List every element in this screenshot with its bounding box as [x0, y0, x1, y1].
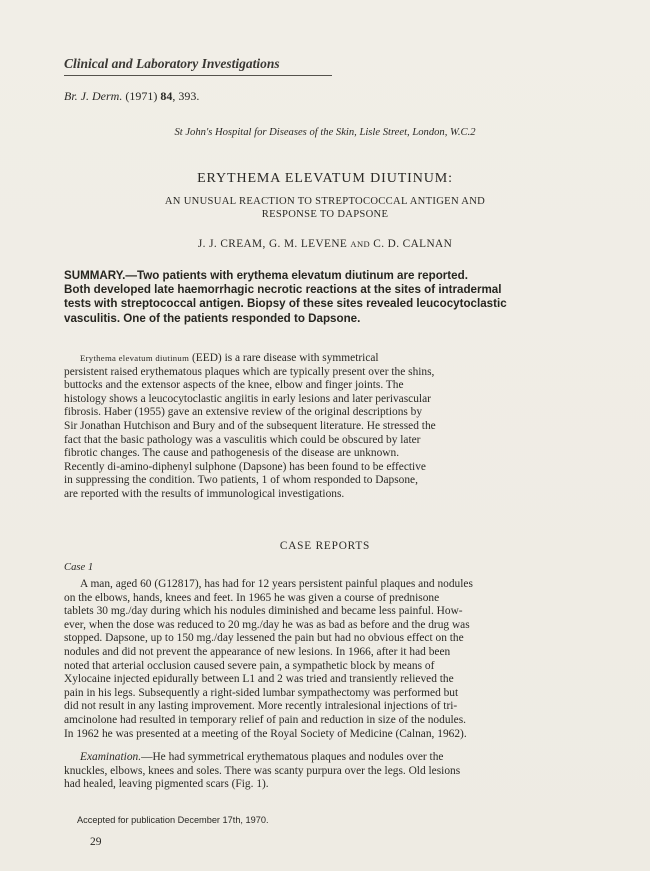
case-line: nodules and did not prevent the appearance of new lesions. In 1966, after it had been: [64, 645, 451, 658]
article-subtitle: [0, 196, 650, 221]
case-line: did not result in any lasting improvement. More recently intralesional injections of tri-: [64, 700, 458, 713]
examination-label: Examination.: [80, 751, 142, 763]
case-reports-heading: CASE REPORTS: [279, 540, 371, 552]
exam-line: had healed, leaving pigmented scars (Fig. 1).: [64, 778, 269, 791]
intro-line: in suppressing the condition. Two patients, 1 of whom responded to Dapsone,: [64, 474, 418, 487]
summary: [64, 269, 586, 326]
exam-line1-rest: —He had symmetrical erythematous plaques and nodules over the: [141, 751, 444, 763]
section-heading: Clinical and Laboratory Investigations: [64, 56, 332, 76]
authors-and: AND: [350, 239, 371, 249]
intro-line: are reported with the results of immunological investigations.: [64, 487, 345, 500]
authors-part1: J. J. CREAM, G. M. LEVENE: [197, 238, 348, 250]
case-1-paragraph: [64, 578, 586, 741]
accepted-note: Accepted for publication December 17th, 1970.: [77, 815, 269, 825]
subtitle-line: AN UNUSUAL REACTION TO STREPTOCOCCAL ANTIGEN AND: [164, 196, 486, 207]
intro-line1-rest: (EED) is a rare disease with symmetrical: [189, 352, 379, 364]
case-line: stopped. Dapsone, up to 150 mg./day lessened the pain but had no obvious effect on the: [64, 632, 464, 645]
intro-line: histology shows a leucocytoclastic angiitis in early lesions and later perivascular: [64, 392, 431, 405]
article-title: ERYTHEMA ELEVATUM DIUTINUM:: [197, 171, 453, 186]
intro-line: [64, 352, 586, 366]
intro-paragraph: [64, 352, 586, 502]
subtitle-line: RESPONSE TO DAPSONE: [261, 208, 389, 220]
intro-line: fibrotic changes. The cause and pathogenesis of the disease are unknown.: [64, 447, 400, 460]
intro-line: Sir Jonathan Hutchison and Bury and of the subsequent literature. He stressed the: [64, 419, 436, 432]
summary-line: SUMMARY.—Two patients with erythema elevatum diutinum are reported.: [64, 269, 468, 282]
case-line: amcinolone had resulted in temporary relief of pain and reduction in size of the nodules.: [64, 713, 467, 726]
intro-lead: Erythema elevatum diutinum: [80, 353, 190, 363]
intro-line: fibrosis. Haber (1955) gave an extensive review of the original descriptions by: [64, 406, 423, 419]
page-number: 29: [90, 836, 102, 848]
intro-line: fact that the basic pathology was a vasculitis which could be obscured by later: [64, 433, 421, 446]
summary-line: vasculitis. One of the patients responded to Dapsone.: [64, 311, 361, 325]
citation: [64, 89, 199, 104]
case-line: noted that arterial occlusion caused severe pain, a sympathetic block by means of: [64, 659, 435, 672]
citation-volume: 84: [160, 89, 173, 103]
citation-year: (1971): [125, 89, 158, 103]
intro-line: Recently di-amino-diphenyl sulphone (Dapsone) has been found to be effective: [64, 460, 426, 473]
case-1-label: Case 1: [64, 562, 94, 573]
case-line: In 1962 he was presented at a meeting of the Royal Society of Medicine (Calnan, 1962).: [64, 727, 467, 740]
summary-line: tests with streptococcal antigen. Biopsy of these sites revealed leucocytoclastic: [64, 297, 507, 311]
summary-line: Both developed late haemorrhagic necrotic reactions at the sites of intradermal: [64, 283, 502, 297]
intro-line: persistent raised erythematous plaques which are typically present over the shins,: [64, 365, 435, 378]
citation-journal: Br. J. Derm.: [64, 89, 123, 103]
case-line: ever, when the dose was reduced to 20 mg./day he was as bad as before and the drug was: [64, 618, 470, 631]
case-line: A man, aged 60 (G12817), has had for 12 years persistent painful plaques and nodules: [80, 578, 473, 590]
examination-paragraph: [64, 751, 586, 792]
case-line: tablets 30 mg./day during which his nodules diminished and became less painful. How-: [64, 605, 463, 618]
case-line: Xylocaine injected epidurally between L1 and 2 was tried and transiently relieved the: [64, 673, 454, 686]
case-line: on the elbows, hands, knees and feet. In 1965 he was given a course of prednisone: [64, 591, 440, 604]
exam-line: [64, 751, 586, 765]
case-line: pain in his legs. Subsequently a right-sided lumbar sympathectomy was performed but: [64, 686, 459, 699]
intro-line: buttocks and the extensor aspects of the knee, elbow and finger joints. The: [64, 379, 404, 392]
authors: [0, 238, 650, 250]
citation-page: , 393.: [172, 89, 200, 103]
exam-line: knuckles, elbows, knees and soles. There was scanty purpura over the legs. Old lesions: [64, 764, 461, 777]
authors-part2: C. D. CALNAN: [373, 238, 453, 250]
affiliation: St John's Hospital for Diseases of the Skin, Lisle Street, London, W.C.2: [174, 127, 476, 138]
